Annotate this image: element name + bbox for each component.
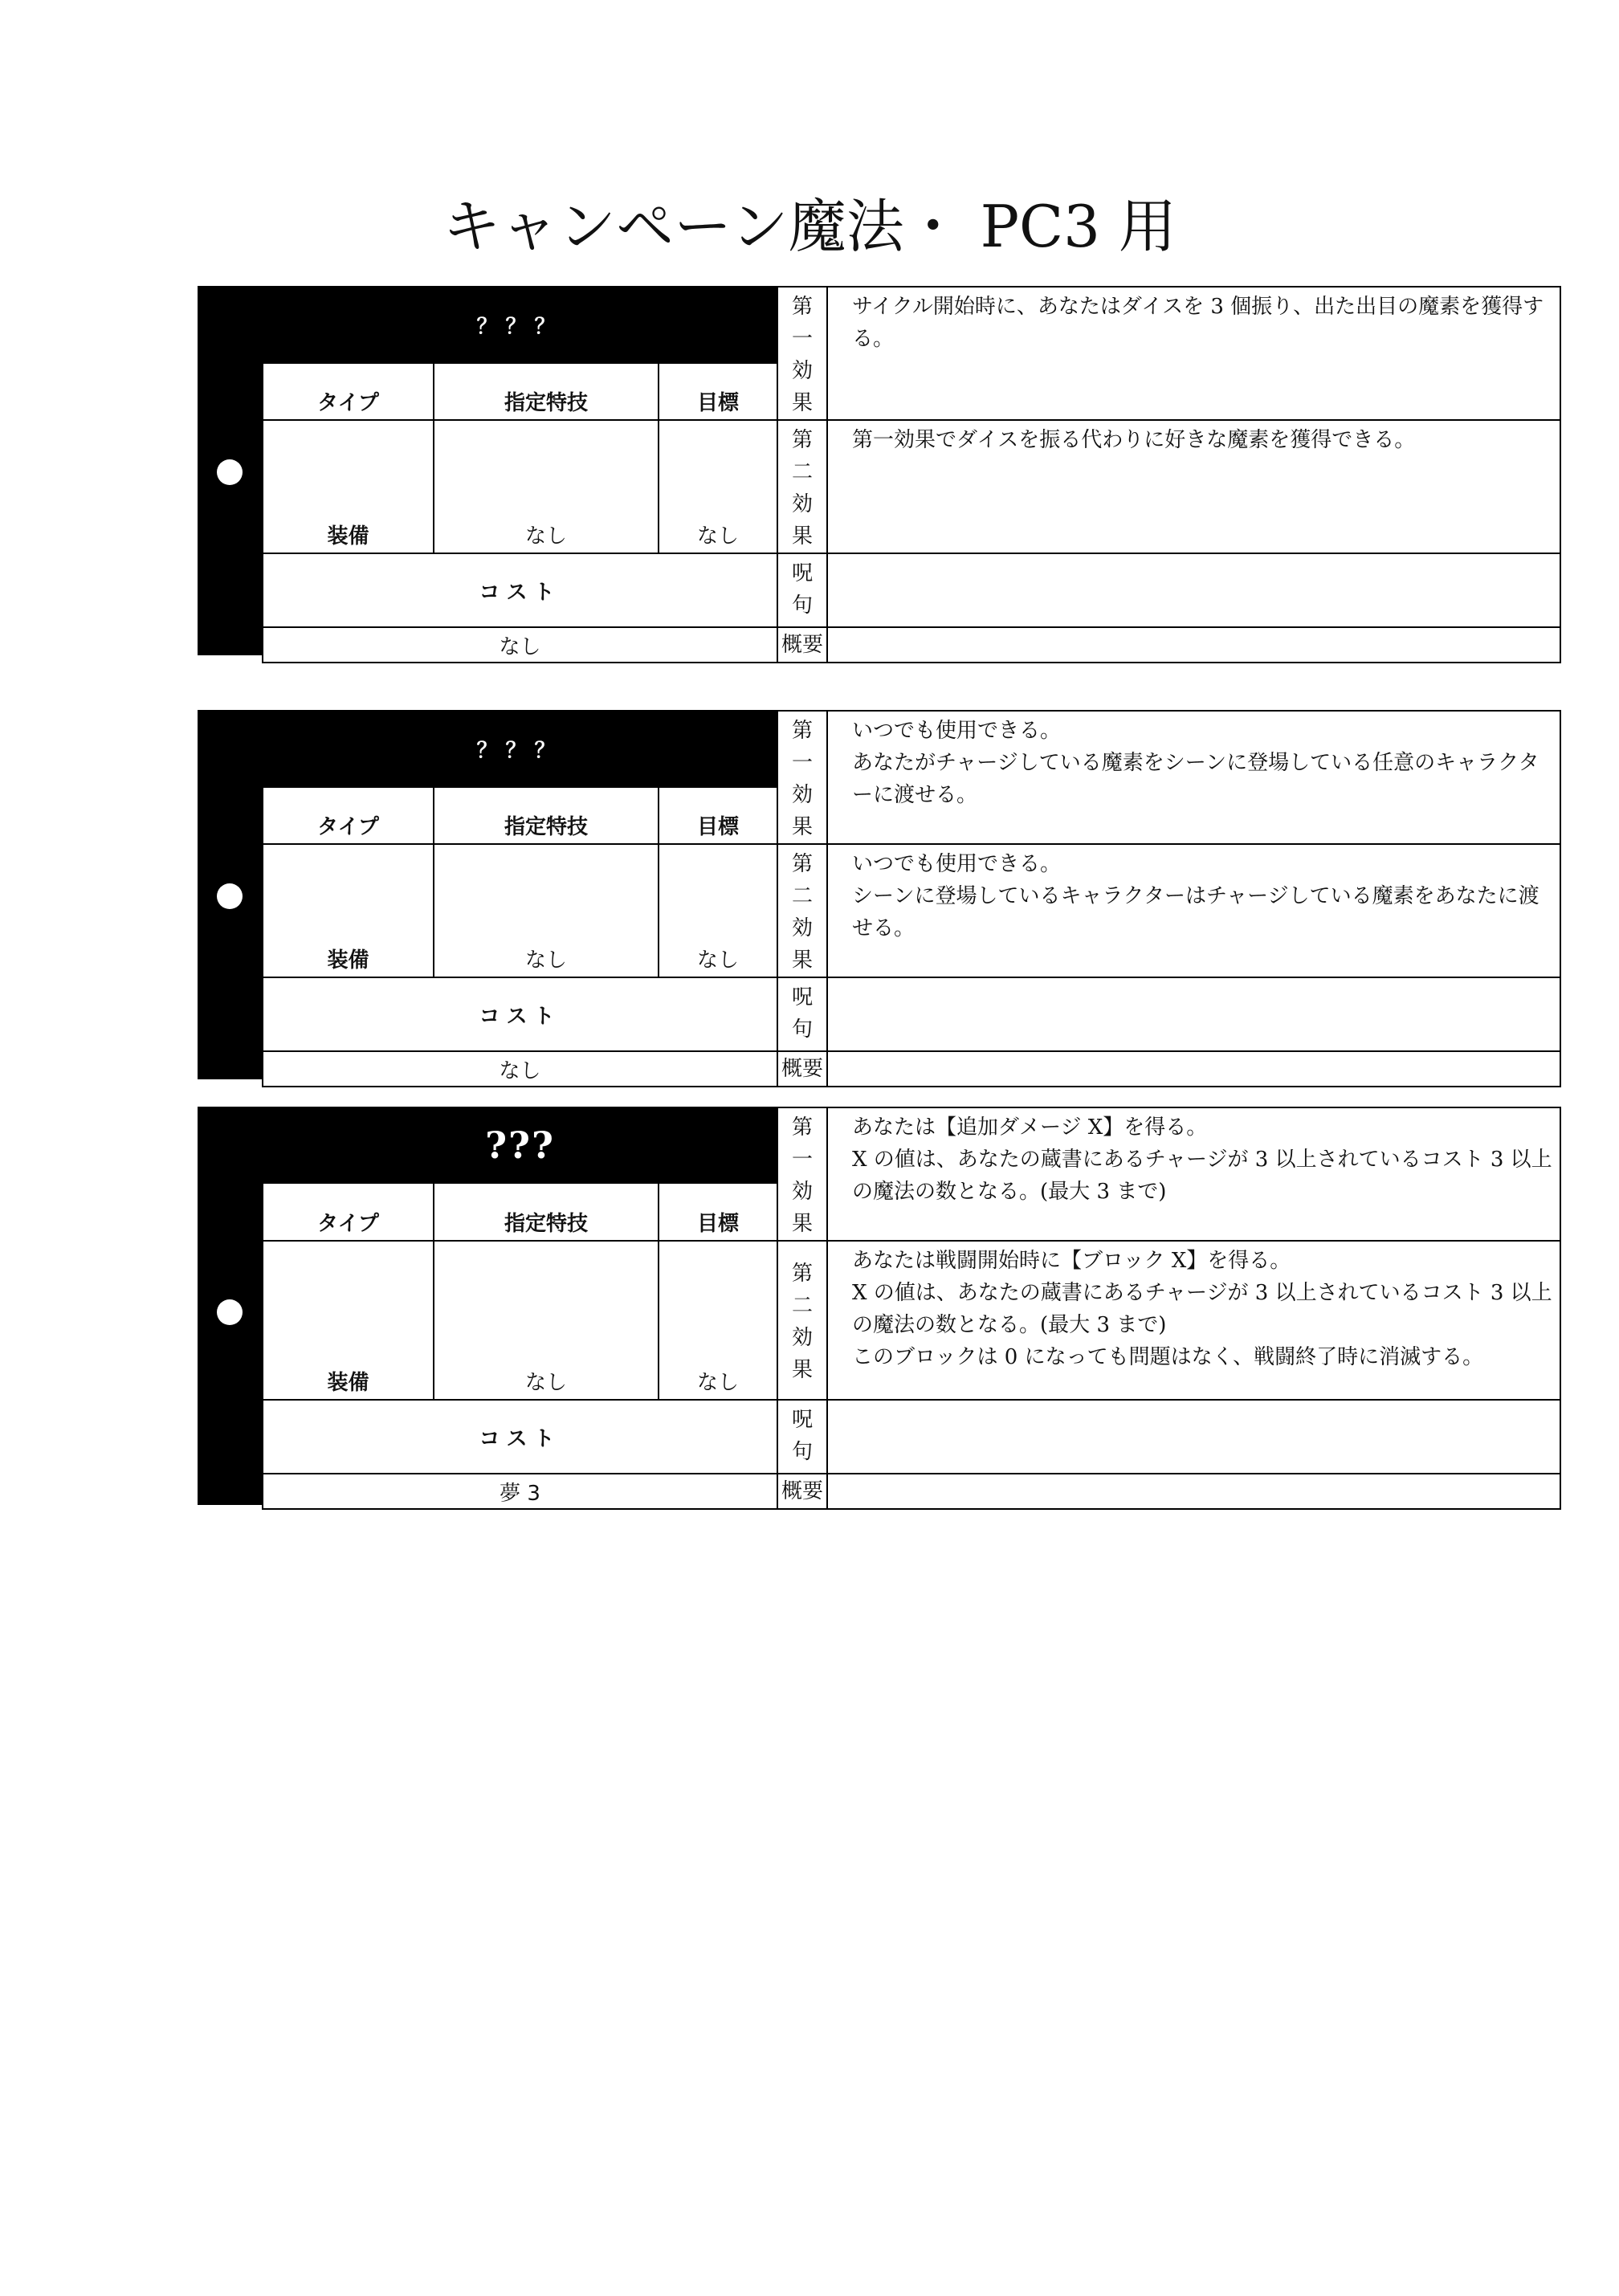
- target-value: なし: [659, 844, 777, 977]
- chant-label: 呪句: [792, 1408, 814, 1464]
- effect2-text: あなたは戦闘開始時に【ブロック X】を得る。 X の値は、あなたの蔵書にあるチャージが 3 以上されているコスト 3 以上の魔法の数となる。(最大 3 まで) このブロックは 0 になっても問題はなく、戦闘終了時に消滅する。: [827, 1241, 1560, 1400]
- spell-name: ???: [263, 1107, 777, 1183]
- skill-value: なし: [434, 1241, 659, 1400]
- effect2-text: 第一効果でダイスを振る代わりに好きな魔素を獲得できる。: [827, 420, 1560, 553]
- target-header: 目標: [659, 363, 777, 420]
- effect2-text: いつでも使用できる。 シーンに登場しているキャラクターはチャージしている魔素をあなたに渡せる。: [827, 844, 1560, 977]
- punch-hole-icon: [217, 459, 243, 485]
- cost-value: なし: [263, 627, 777, 663]
- chant-text: [827, 977, 1560, 1051]
- skill-value: なし: [434, 844, 659, 977]
- summary-text: [827, 627, 1560, 663]
- cost-header: コスト: [263, 553, 777, 627]
- page-title: キャンペーン魔法・ PC3 用: [442, 193, 1177, 260]
- type-header: タイプ: [263, 363, 434, 420]
- cost-value: なし: [263, 1051, 777, 1087]
- skill-value: なし: [434, 420, 659, 553]
- type-value: 装備: [263, 844, 434, 977]
- type-header: タイプ: [263, 1183, 434, 1241]
- effect2-label: 第二効果: [792, 1262, 814, 1382]
- summary-label: 概要: [777, 1474, 827, 1509]
- effect1-label: 第一効果: [791, 719, 813, 839]
- spell-card: [198, 1107, 1561, 1505]
- cost-header: コスト: [263, 1400, 777, 1474]
- effect1-label: 第一効果: [792, 1115, 814, 1236]
- chant-label: 呪句: [791, 561, 813, 618]
- spell-card-table: [262, 710, 1561, 1087]
- effect1-label: 第一効果: [791, 295, 813, 415]
- spell-card-table: [262, 286, 1561, 663]
- card-binding-strip: [198, 710, 262, 1079]
- card-binding-strip: [198, 1107, 262, 1505]
- chant-text: [827, 553, 1560, 627]
- effect1-text: あなたは【追加ダメージ X】を得る。 X の値は、あなたの蔵書にあるチャージが 3 以上されているコスト 3 以上の魔法の数となる。(最大 3 まで): [827, 1107, 1560, 1241]
- summary-label: 概要: [777, 627, 827, 663]
- spell-card: [198, 286, 1561, 659]
- cost-value: 夢 3: [263, 1474, 777, 1509]
- effect2-label: 第二効果: [791, 428, 813, 549]
- type-value: 装備: [263, 420, 434, 553]
- skill-header: 指定特技: [434, 1183, 659, 1241]
- spell-name: ？？？: [263, 287, 777, 363]
- effect1-text: サイクル開始時に、あなたはダイスを 3 個振り、出た出目の魔素を獲得する。: [827, 287, 1560, 420]
- skill-header: 指定特技: [434, 787, 659, 844]
- spell-card-table: [262, 1107, 1561, 1510]
- spell-name: ？？？: [263, 711, 777, 787]
- punch-hole-icon: [217, 1299, 243, 1325]
- effect1-text: いつでも使用できる。 あなたがチャージしている魔素をシーンに登場している任意のキャラクターに渡せる。: [827, 711, 1560, 844]
- skill-header: 指定特技: [434, 363, 659, 420]
- target-value: なし: [659, 1241, 777, 1400]
- target-value: なし: [659, 420, 777, 553]
- punch-hole-icon: [217, 883, 243, 909]
- summary-text: [827, 1474, 1560, 1509]
- chant-label: 呪句: [791, 985, 813, 1042]
- target-header: 目標: [659, 1183, 777, 1241]
- summary-text: [827, 1051, 1560, 1087]
- type-header: タイプ: [263, 787, 434, 844]
- card-binding-strip: [198, 286, 262, 655]
- chant-text: [827, 1400, 1560, 1474]
- target-header: 目標: [659, 787, 777, 844]
- type-value: 装備: [263, 1241, 434, 1400]
- summary-label: 概要: [777, 1051, 827, 1087]
- spell-card: [198, 710, 1561, 1083]
- effect2-label: 第二効果: [791, 852, 813, 973]
- cost-header: コスト: [263, 977, 777, 1051]
